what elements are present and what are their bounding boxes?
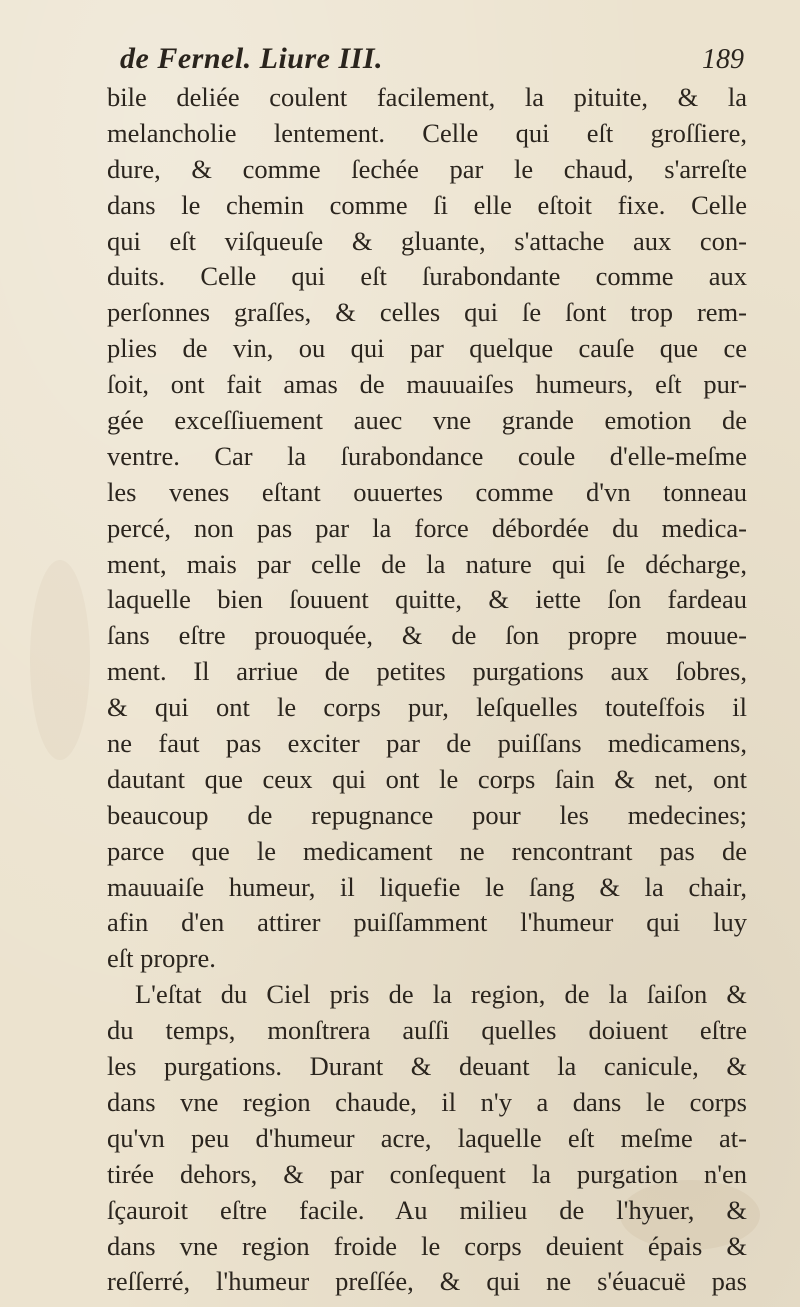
- text-line: reſſerré, l'humeur preſſée, & qui ne s'éuacuë pas: [107, 1266, 747, 1297]
- text-line: L'eſtat du Ciel pris de la region, de la ſaiſon &: [135, 979, 747, 1010]
- text-line: bile deliée coulent facilement, la pituite, & la: [107, 82, 747, 112]
- text-line: qu'vn peu d'humeur acre, laquelle eſt meſme at-: [107, 1122, 747, 1153]
- text-line: melancholie lentement. Celle qui eſt groſſiere,: [107, 117, 747, 148]
- text-line: mauuaiſe humeur, il liquefie le ſang & la chair,: [107, 871, 747, 902]
- text-line: & qui ont le corps pur, leſquelles touteſfois il: [107, 692, 747, 723]
- text-line: afin d'en attirer puiſſamment l'humeur qui luy: [107, 907, 747, 938]
- text-line: duits. Celle qui eſt ſurabondante comme aux: [107, 261, 747, 292]
- text-line: gée exceſſiuement auec vne grande emotion de: [107, 405, 747, 436]
- text-line: ne faut pas exciter par de puiſſans medicamens,: [107, 728, 747, 759]
- text-line: dure, & comme ſechée par le chaud, s'arreſte: [107, 153, 747, 184]
- text-line: parce que le medicament ne rencontrant pas de: [107, 835, 747, 866]
- text-line: qui eſt viſqueuſe & gluante, s'attache aux con-: [107, 225, 747, 256]
- running-title: de Fernel. Liure III.: [120, 42, 384, 75]
- text-line: ſans eſtre prouoquée, & de ſon propre mouue-: [107, 620, 747, 651]
- text-line: ventre. Car la ſurabondance coule d'elle-meſme: [107, 440, 747, 471]
- text-line: dans le chemin comme ſi elle eſtoit fixe. Celle: [107, 189, 747, 220]
- text-line: du temps, monſtrera auſſi quelles doiuent eſtre: [107, 1015, 747, 1046]
- text-line: percé, non pas par la force débordée du medica-: [107, 512, 747, 543]
- text-line: laquelle bien ſouuent quitte, & iette ſon fardeau: [107, 584, 747, 615]
- page-number: 189: [702, 44, 744, 75]
- text-line: plies de vin, ou qui par quelque cauſe que ce: [107, 333, 747, 364]
- text-line: dautant que ceux qui ont le corps ſain & net, ont: [107, 763, 747, 794]
- text-line: ſçauroit eſtre facile. Au milieu de l'hyuer, &: [107, 1194, 747, 1225]
- text-line: les purgations. Durant & deuant la canicule, &: [107, 1051, 747, 1082]
- text-line: eſt propre.: [107, 943, 216, 974]
- text-line: ment, mais par celle de la nature qui ſe décharge,: [107, 548, 747, 579]
- text-line: dans vne region chaude, il n'y a dans le corps: [107, 1086, 747, 1117]
- page-header: [0, 40, 800, 84]
- text-line: ment. Il arriue de petites purgations aux ſobres,: [107, 656, 747, 687]
- text-line: les venes eſtant ouuertes comme d'vn tonneau: [107, 476, 747, 507]
- text-line: beaucoup de repugnance pour les medecines;: [107, 799, 747, 830]
- text-line: tirée dehors, & par conſequent la purgation n'en: [107, 1158, 747, 1189]
- text-line: perſonnes graſſes, & celles qui ſe ſont trop rem-: [107, 297, 747, 328]
- text-line: ſoit, ont fait amas de mauuaiſes humeurs, eſt pur-: [107, 369, 747, 400]
- text-line: dans vne region froide le corps deuient épais &: [107, 1230, 747, 1261]
- paper-stain: [30, 560, 90, 760]
- body-text: [107, 80, 747, 1300]
